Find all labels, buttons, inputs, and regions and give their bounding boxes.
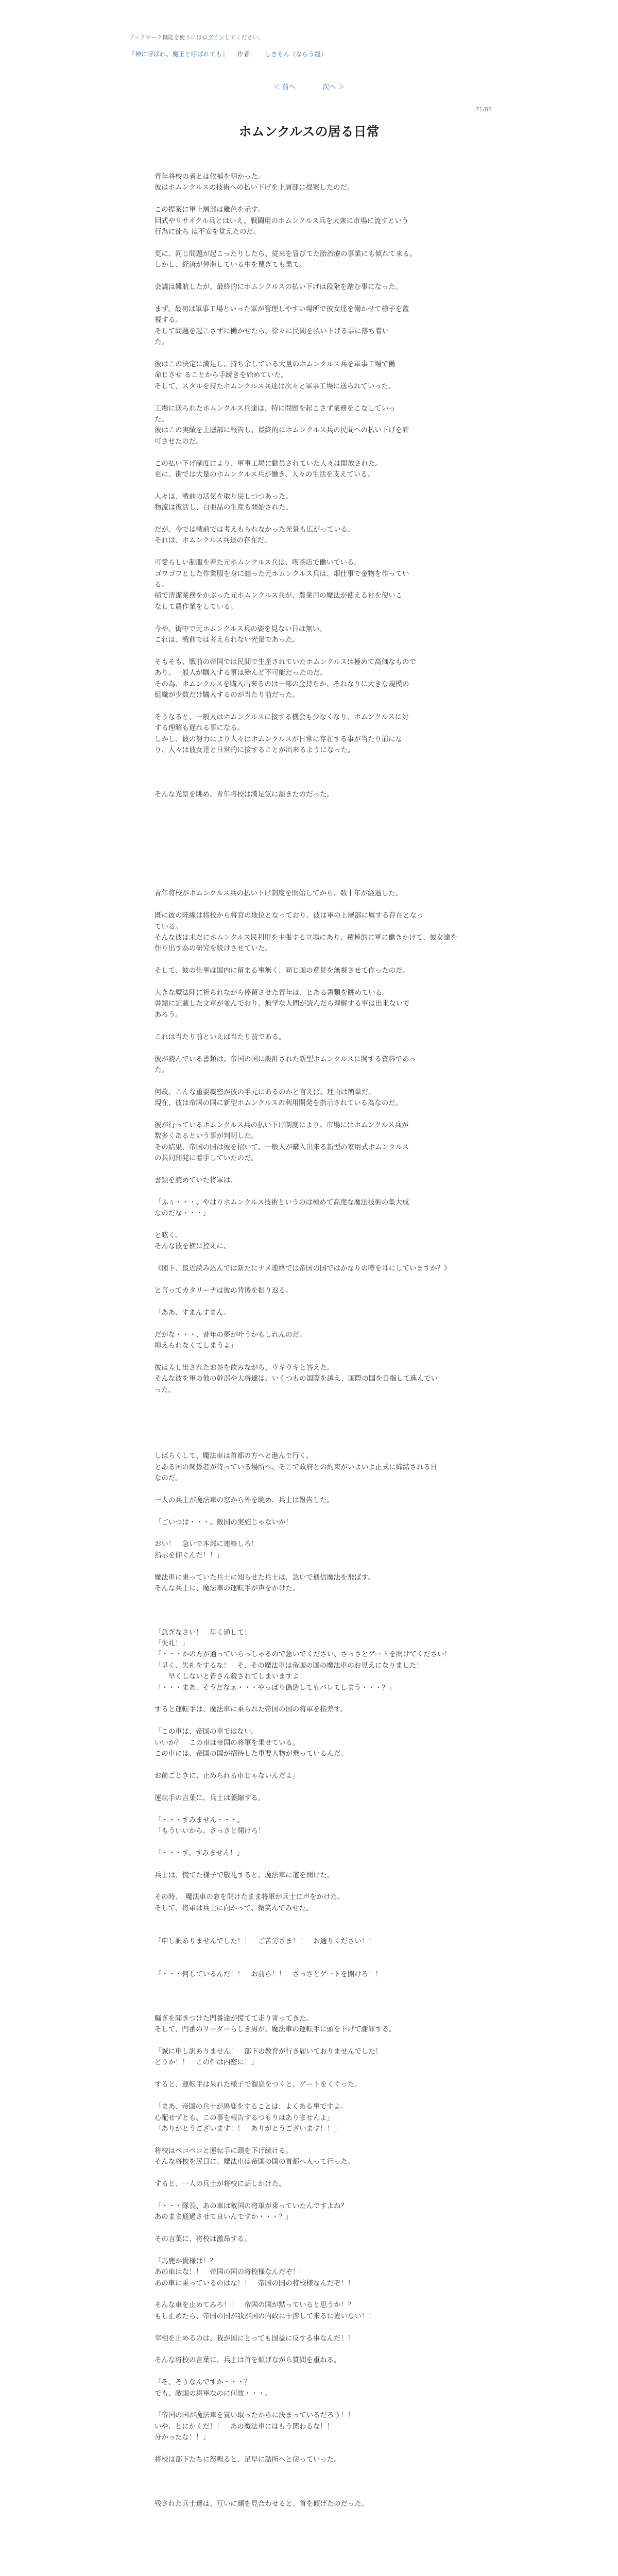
next-chapter-link[interactable]: 次へ ＞ — [322, 83, 345, 91]
prev-chapter-link[interactable]: ＜ 前へ — [273, 83, 296, 91]
page-count: 71/88 — [475, 106, 492, 113]
chapter-body: 青年将校の者とは候補を明かった。 彼はホムンクルスの技術への払い下げを上層部に提案したのだ。 この提案に軍上層部は難色を示す。 回式やリサイクル兵とはいえ、戦闘用のホムンクルス兵を大衆に市場に流すという 行為に徒ら は不安を覚えたのだ。 更に、同じ問題が起こったりしたら、従来を冒びてた胎治療の事業にも傾れて来る。 しかし、経済が停滞している中を蔑ぎても果て。 会議は難航したが、最終的にホムンクルスの払い下げは段階を踏む事になった。 まず、最初は軍事工場といった軍が管理しやすい場所で彼女達を働かせて様子を監 視する。 そして問題を起こさずに働かせたら、徐々に民間を払い下げる事に落ち着い た。 彼はこの決定に満足し、持ち余している大量のホムンクルス兵を軍事工場で働 命じさせ ることから手続きを始めていた。 そして、スタルを持たホムンクルス兵達は次々と軍事工場に送られていった。 工場に送られたホムンクルス兵達は、特に問題を起こさず業務をこなしていっ た。 彼はこの実績を上層部に報告し、最終的にホムンクルス兵の民間への払い下げを許 可させたのだ。 この払い下げ制度により、軍事工場に動員されていた人々は開放された。 更に、街では大量のホムンクルス兵が働き、人々の生活を支えている。 人々は、戦前の活気を取り戻しつつあった。 物流は復活し、白亜品の生産も開始された。 だが、今では戦前では考えもられなかった光景も広がっている。 それは、ホムンクルス兵達の存在だ。 可愛らしい制服を着た元ホムンクルス兵は、喫茶店で働いている。 ゴワゴワとした作業服を身に纏った元ホムンクルス兵は、畑仕事で金物を作ってい る。 掃で清潔業務をかぶった元ホムンクルス兵が、農業用の魔法が使える社を使いこ なして農作業をしている。 今や、街中で元ホムンクルス兵の姿を見ない日は無い。 これは、戦前では考えられない光景であった。 そもそも、戦前の帝国では民間で生産されていたホムンクルスは極めて高価なもので あり、一般人が購入する事は殆んど不可能だったのだ。 その為、ホムンクルスを購入出来るのは一部の金持ちか、それなりに大きな規模の 組織が少数だけ購入するのが当たり前だった。 そうなると、一般人はホムンクルスに接する機会も少なくなり、ホムンクルスに対 する理解も遅れる事になる。 しかし、彼の努力により人々はホムンクルスが日常に存在する事が当たり前にな り、人々は彼女達と日常的に接することが出来るようになった。 そんな光景を眺め、青年将校は満足気に頷きたのだった。 青年将校がホムンクルス兵の払い下げ制度を開始してから、数十年が経過した。 既に彼の陸線は将校から将官の地位となっており、彼は軍の上層部に属する存在となっ ている。 そんな彼は未だにホムンクルス民利用を主張する立場にあり、積極的に軍に働きかけて、彼女達を 作り出す為の研究を続けさせていた。 そして、彼の仕事は国内に留まる事無く、同じ国の意見を無視させて作ったのだ。 大きな魔法陣に祈られながら停留させた青年は、とある書類を眺めている。 書類に記載した文章が並んでおり、無学な人間が読んだら理解する事は出来ないで あろう。 これは当たり前といえば当たり前である。 彼が読んでいる書類は、帝国の国に設計された新型ホムンクルスに関する資料であっ た。 何故、こんな重要機密が彼の手元にあるのかと言えば、理由は簡単だ。 現在、彼は帝国の国に新型ホムンクルスの利用開発を指示されている為なのだ。 彼が行っているホムンクルス兵の払い下げ制度により、市場にはホムンクルス兵が 数多くあるという事が判明した。 その結果、帝国の国は彼を招いて、一般人が購入出来る新型の家用式ホムンクルス の共同開発に着手していたのだ。 書類を読めていた将軍は、 「ふぅ・・・、やはりホムンクルス技術というのは極めて高度な魔法技術の集大成 なのだな・・・」 と呟く。 そんな彼を横に控えに、 《閣下、最近読み込んでは新たにナメ連絡では帝国の国ではかなりの噂を耳にしていますか？》 と言ってカタリーナは彼の背後を振り返る。 「ああ、すまんすまん。 だがな・・・、昔年の夢が叶うかもしれんのだ。 抑えられなくてしまうよ」 彼は差し出されたお茶を飲みながら、ウキウキと答えた。 そんな彼を軍の他の幹部や大将達は、いくつもの国際を越え、国際の国を目指して進んでい った。 しばらくして、魔法車は首都の方へと進んで行く。 とある国の関係者が待っている場所へ、そこで政府との約束がいよいよ正式に締結される日 なのだ。 一人の兵士が魔法車の窓から外を眺め、兵士は報告した。 「ごいつは・・・、敵国の実施じゃないか！ おい！ 急いで本部に連絡しろ！ 指示を仰ぐんだ！！」 魔法車に乗っていた兵士に知らせた兵士は、急いで通信魔法を飛ばす。 そんな兵士に、魔法車の運転手が声をかけた。 「急ぎなさい！ 早く通して！ 「失礼！」 「・・・かの方が通っていらっしゃるので急いでください、さっさとゲートを開けてください！ 「早く、失礼をするな！ そ、その魔法車は帝国の国の魔法車のお見えになりました！ 早くしないと皆さん殺されてしまいますよ！ 「・・・まあ、そうだなぁ・・・やっぱり偽造してもバレてしまう・・・？」 すると運転手は、魔法車に乗られた帝国の国の将軍を指差す。 「この車は、帝国の車ではない。 いいか？ この車は帝国の将軍を乗せている。 この車には、帝国の国が招待した重要人物が乗っているんだ。 お前ごときに、止められる車じゃないんだよ」 運転手の言葉に、兵士は萎縮する。 「・・・すみません・・・。 「もういいから、さっさと開けろ！ 「・・・す、すみません！」 兵士は、慌てた様子で敬礼すると、魔法車に道を開けた。 その時、 魔法車の窓を開けたまま将軍が兵士に声をかけた。 そして、将軍は兵士に向かって、微笑んでみせた。 「申し訳ありませんでした！！ ご苦労さま！！ お通りください！！ 「・・・何しているんだ！！ お前ら！！ さっさとゲートを開けろ！！ 騒ぎを聞きつけた門番達が慌てて走り寄ってきた。 そして、門番のリーダーらしき男が、魔法車の運転手に頭を下げて謝罪する。 「誠に申し訳ありません！ 部下の教育が行き届いておりませんでした！ どうか！！ この件は内密に！」 すると、運転手は呆れた様子で溜息をつくと、ゲートをくぐった。 「まあ、帝国の兵士が馬鹿をすることは、よくある事ですよ。 心配せずとも、この事を報告するつもりはありませんよ」 「ありがとうございます！！ ありがとうございます！！」 将校はペコペコと運転手に頭を下げ続ける。 そんな将校を尻目に、魔法車は帝国の国の首都へ入って行った。 すると、一人の兵士が将校に話しかけた。 「・・・隊長、あの車は敵国の将軍が乗っていたんですよね？ あのまま通過させて良いんですか・・・？」 その言葉に、将校は激昂する。 「馬鹿か貴様は！？ あの車はな！！ 帝国の国の将校様なんだぞ！！ あの車に乗っているのはな！！ 帝国の国の将校様なんだぞ！！ そんな車を止めてみろ！！ 帝国の国が黙っていると思うか！？ もし止めたら、帝国の国が我が国の内政に干渉して来るに違いない！！ 宰相を止めるのは、我が国にとっても国益に反する事なんだ！！ そんな将校の言葉に、兵士は首を傾げながら質問を重ねる。 「そ、そうなんですか・・・？ でも、敵国の将軍なのに何故・・・。 「帝国の国が魔法車を買い取ったからに決まっているだろう！！ いや、とにかくだ！！ あの魔法車にはもう関わるな！！ 分かったな！！」 将校は部下たちに怒鳴ると、足早に詰所へと戻っていった。 残された兵士達は、互いに顔を見合わせると、首を傾げたのだった。 — [154, 173, 457, 2508]
chapter-title: ホムンクルスの居る日常 — [238, 124, 380, 139]
author-label: 作者： — [237, 50, 256, 58]
author-link[interactable]: しきもん（ならう龍） — [265, 50, 327, 58]
login-notice: ブックマーク機能を使うにはログインしてください。 — [129, 34, 264, 41]
chapter-pager — [0, 81, 618, 91]
series-info — [129, 49, 327, 58]
login-link[interactable]: ログイン — [202, 34, 225, 41]
series-title-link[interactable]: 『神に呼ばれ、魔王と呼ばれても』 — [129, 50, 228, 58]
